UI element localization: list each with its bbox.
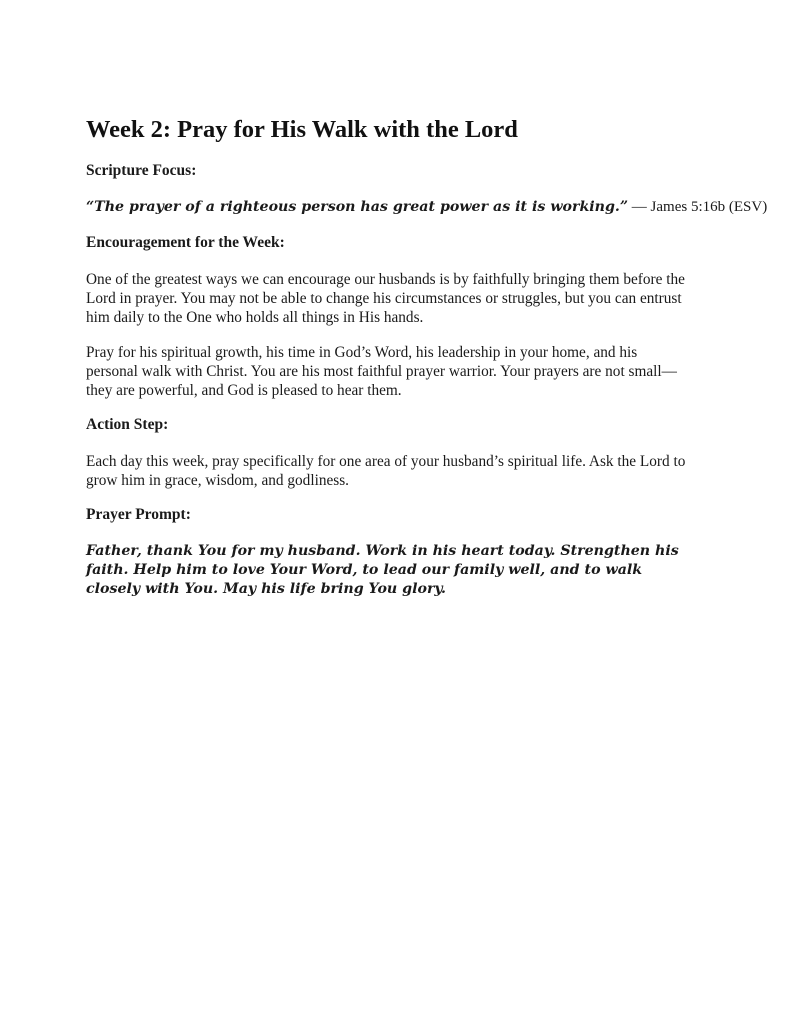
encouragement-paragraph-2: Pray for his spiritual growth, his time in God’s Word, his leadership in your home, and his personal walk with Christ. You are his most faithful prayer warrior. Your prayers are not small—they are powerful, and God is pleased to hear them.: [86, 344, 677, 399]
scripture-quote: “The prayer of a righteous person has great power as it is working.”: [86, 199, 629, 215]
scripture-verse: [86, 198, 776, 216]
scripture-focus-heading: Scripture Focus:: [86, 162, 197, 179]
prayer-prompt-heading: Prayer Prompt:: [86, 506, 191, 523]
action-step-heading: Action Step:: [86, 416, 169, 433]
scripture-reference: — James 5:16b (ESV): [628, 199, 768, 215]
encouragement-heading: Encouragement for the Week:: [86, 234, 285, 251]
encouragement-paragraph-1: One of the greatest ways we can encourage our husbands is by faithfully bringing them before the Lord in prayer. You may not be able to change his circumstances or struggles, but you can entrust him daily to the One who holds all things in His hands.: [86, 271, 685, 326]
document-page: [86, 116, 776, 599]
page-title: Week 2: Pray for His Walk with the Lord: [86, 116, 518, 143]
prayer-prompt-text: Father, thank You for my husband. Work in his heart today. Strengthen his faith. Help him to love Your Word, to lead our family well, and to walk closely with You. May his life bring You glory.: [86, 543, 679, 597]
action-step-text: Each day this week, pray specifically for one area of your husband’s spiritual life. Ask the Lord to grow him in grace, wisdom, and godliness.: [86, 453, 686, 489]
